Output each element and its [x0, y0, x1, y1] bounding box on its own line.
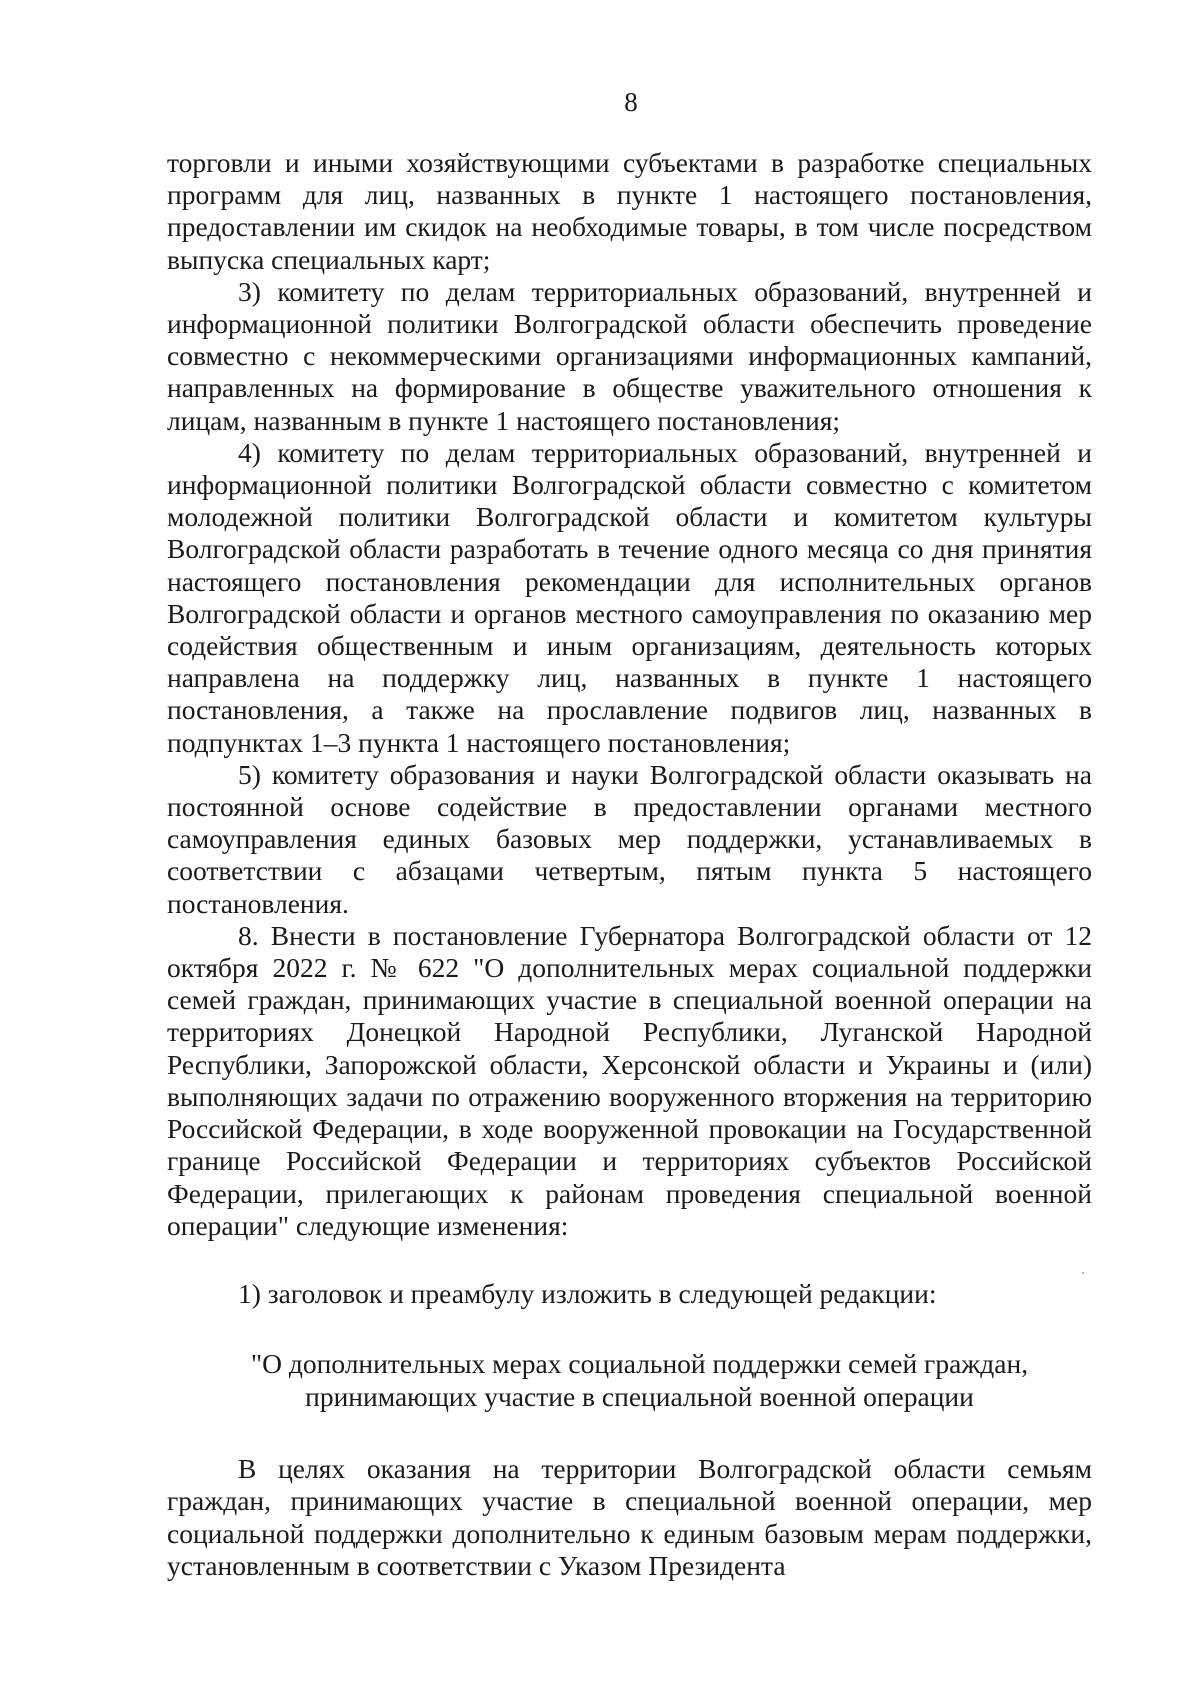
- paragraph-item-3: 3) комитету по делам территориальных образований, внутренней и информационной политики Волгоградской области обеспечить проведение совместно с некоммерческими организациями информационных кампаний, направленных на формирование в обществе уважительного отношения к лицам, названным в пункте 1 настоящего постановления;: [167, 275, 1092, 436]
- paragraph-item-5: 5) комитету образования и науки Волгоградской области оказывать на постоянной основе содействие в предоставлении органами местного самоуправления единых базовых мер поддержки, устанавливаемых в соответствии с абзацами четвертым, пятым пункта 5 настоящего постановления.: [167, 758, 1092, 919]
- page-number: 8: [624, 87, 638, 117]
- preamble-paragraph: В целях оказания на территории Волгоградской области семьям граждан, принимающих участие в специальной военной операции, мер социальной поддержки дополнительно к единым базовым мерам поддержки, установленным в соответствии с Указом Президента: [167, 1453, 1092, 1581]
- amendment-item-1: 1) заголовок и преамбулу изложить в следующей редакции:: [238, 1277, 937, 1309]
- paragraph-section-8: 8. Внести в постановление Губернатора Волгоградской области от 12 октября 2022 г. № 622 "О дополнительных мерах социальной поддержки семей граждан, принимающих участие в специальной военной операции на территориях Донецкой Народной Республики, Луганской Народной Республики, Запорожской области, Херсонской области и Украины и (или) выполняющих задачи по отражению вооруженного вторжения на территорию Российской Федерации, в ходе вооруженной провокации на Государственной границе Российской Федерации и территориях субъектов Российской Федерации, прилегающих к районам проведения специальной военной операции" следующие изменения:: [167, 919, 1092, 1241]
- paragraph-item-4: 4) комитету по делам территориальных образований, внутренней и информационной политики Волгоградской области совместно с комитетом молодежной политики Волгоградской области и комитетом культуры Волгоградской области разработать в течение одного месяца со дня принятия настоящего постановления рекомендации для исполнительных органов Волгоградской области и органов местного самоуправления по оказанию мер содействия общественным и иным организациям, деятельность которых направлена на поддержку лиц, названных в пункте 1 настоящего постановления, а также на прославление подвигов лиц, названных в подпунктах 1–3 пункта 1 настоящего постановления;: [167, 436, 1092, 758]
- amended-title-line-1: "О дополнительных мерах социальной поддержки семей граждан,: [250, 1348, 1029, 1380]
- amended-title: [167, 1348, 1092, 1413]
- amended-title-line-2: принимающих участие в специальной военной операции: [305, 1380, 974, 1412]
- scan-speck: [1082, 1272, 1084, 1274]
- paragraph-continuation: торговли и иными хозяйствующими субъектами в разработке специальных программ для лиц, названных в пункте 1 настоящего постановления, предоставлении им скидок на необходимые товары, в том числе посредством выпуска специальных карт;: [167, 147, 1092, 275]
- document-body: [167, 147, 1092, 1582]
